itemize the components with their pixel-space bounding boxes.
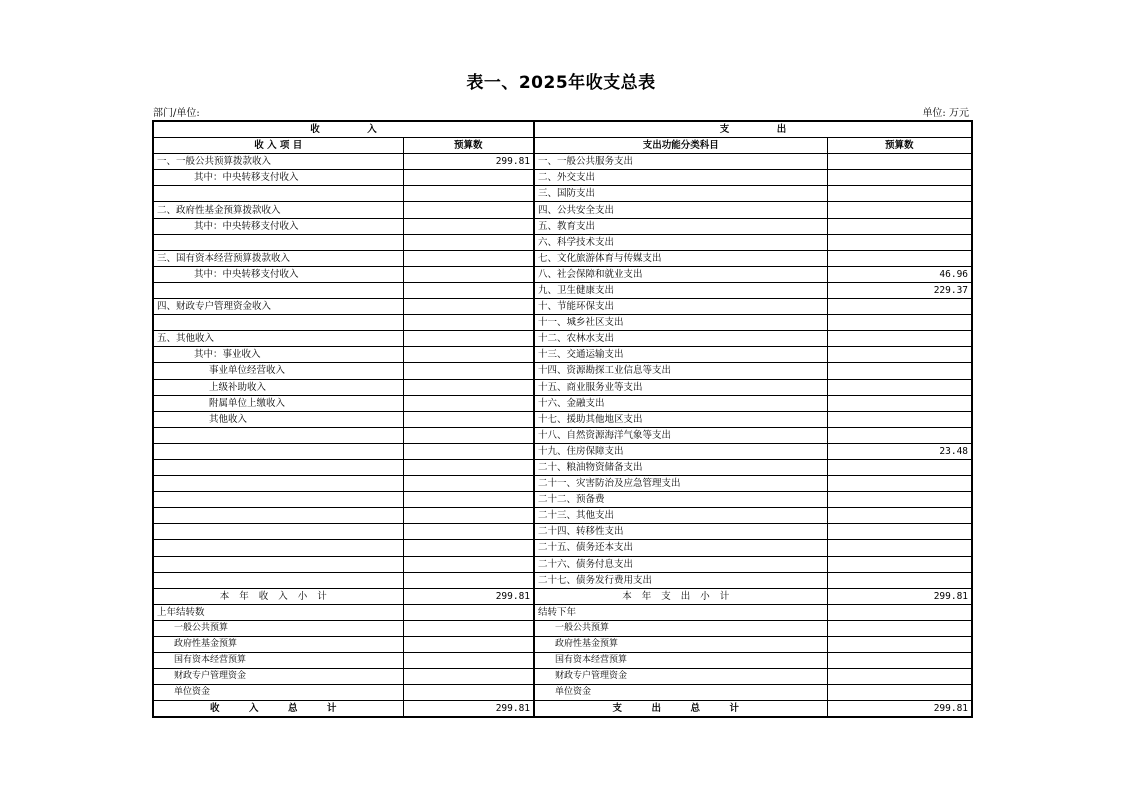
expense-item-cell: 二十、粮油物资储备支出 — [534, 459, 827, 475]
expense-item-cell: 二、外交支出 — [534, 170, 827, 186]
expense-budget-cell — [827, 427, 972, 443]
expense-item-cell: 一般公共预算 — [534, 620, 827, 636]
income-item-cell: 财政专户管理资金 — [153, 669, 403, 685]
expense-item-cell: 十三、交通运输支出 — [534, 347, 827, 363]
income-item-cell: 四、财政专户管理资金收入 — [153, 299, 403, 315]
table-row — [153, 508, 972, 524]
expense-item-cell: 单位资金 — [534, 685, 827, 701]
income-item-cell — [153, 572, 403, 588]
expense-budget-cell — [827, 604, 972, 620]
table-row — [153, 620, 972, 636]
income-budget-cell — [403, 331, 534, 347]
expense-item-cell: 五、教育支出 — [534, 218, 827, 234]
expense-item-cell: 二十五、债务还本支出 — [534, 540, 827, 556]
table-row — [153, 637, 972, 653]
expense-budget-cell: 23.48 — [827, 443, 972, 459]
table-row — [153, 685, 972, 701]
expense-item-cell: 七、文化旅游体育与传媒支出 — [534, 250, 827, 266]
expense-budget-cell — [827, 379, 972, 395]
table-row — [153, 170, 972, 186]
income-budget-cell — [403, 556, 534, 572]
income-budget-cell — [403, 459, 534, 475]
expense-item-cell: 六、科学技术支出 — [534, 234, 827, 250]
expense-item-header: 支出功能分类科目 — [534, 138, 827, 154]
expense-budget-cell — [827, 556, 972, 572]
expense-item-cell: 支 出 总 计 — [534, 701, 827, 718]
expense-budget-cell — [827, 299, 972, 315]
income-item-cell: 其中：中央转移支付收入 — [153, 170, 403, 186]
income-budget-cell — [403, 315, 534, 331]
income-item-cell: 其中：中央转移支付收入 — [153, 218, 403, 234]
income-budget-cell — [403, 669, 534, 685]
expense-item-cell: 九、卫生健康支出 — [534, 282, 827, 298]
income-item-cell — [153, 492, 403, 508]
expense-item-cell: 二十一、灾害防治及应急管理支出 — [534, 476, 827, 492]
income-item-cell — [153, 476, 403, 492]
expense-budget-cell — [827, 363, 972, 379]
income-budget-cell — [403, 234, 534, 250]
income-item-cell: 五、其他收入 — [153, 331, 403, 347]
income-budget-cell — [403, 620, 534, 636]
income-item-cell — [153, 427, 403, 443]
income-budget-cell — [403, 443, 534, 459]
table-row — [153, 701, 972, 718]
income-item-cell: 一般公共预算 — [153, 620, 403, 636]
expense-item-cell: 十七、援助其他地区支出 — [534, 411, 827, 427]
expense-budget-cell — [827, 572, 972, 588]
income-budget-cell — [403, 685, 534, 701]
table-row — [153, 459, 972, 475]
income-budget-header: 预算数 — [403, 138, 534, 154]
income-budget-cell: 299.81 — [403, 588, 534, 604]
income-item-cell: 二、政府性基金预算拨款收入 — [153, 202, 403, 218]
income-item-cell: 其中：事业收入 — [153, 347, 403, 363]
income-item-header: 收 入 项 目 — [153, 138, 403, 154]
expense-budget-cell — [827, 540, 972, 556]
expense-budget-cell — [827, 685, 972, 701]
income-budget-cell — [403, 427, 534, 443]
income-item-cell: 上级补助收入 — [153, 379, 403, 395]
expense-budget-cell — [827, 315, 972, 331]
expense-item-cell: 十、节能环保支出 — [534, 299, 827, 315]
expense-item-cell: 二十二、预备费 — [534, 492, 827, 508]
table-row — [153, 379, 972, 395]
table-row — [153, 443, 972, 459]
expense-budget-cell — [827, 459, 972, 475]
income-item-cell — [153, 540, 403, 556]
table-row — [153, 250, 972, 266]
income-item-cell — [153, 186, 403, 202]
expense-item-cell: 结转下年 — [534, 604, 827, 620]
table-row — [153, 218, 972, 234]
income-item-cell: 事业单位经营收入 — [153, 363, 403, 379]
income-budget-cell — [403, 282, 534, 298]
income-item-cell — [153, 556, 403, 572]
expense-item-cell: 一、一般公共服务支出 — [534, 154, 827, 170]
income-budget-cell — [403, 266, 534, 282]
expense-item-cell: 十二、农林水支出 — [534, 331, 827, 347]
expense-header: 支 出 — [534, 121, 972, 138]
income-budget-cell — [403, 202, 534, 218]
income-budget-cell — [403, 363, 534, 379]
expense-budget-cell — [827, 411, 972, 427]
table-row — [153, 363, 972, 379]
income-budget-cell — [403, 492, 534, 508]
expense-item-cell: 十九、住房保障支出 — [534, 443, 827, 459]
income-budget-cell — [403, 637, 534, 653]
table-row — [153, 202, 972, 218]
income-item-cell — [153, 234, 403, 250]
table-row — [153, 604, 972, 620]
income-budget-cell — [403, 250, 534, 266]
expense-item-cell: 三、国防支出 — [534, 186, 827, 202]
expense-budget-cell — [827, 653, 972, 669]
income-budget-cell: 299.81 — [403, 154, 534, 170]
income-item-cell: 上年结转数 — [153, 604, 403, 620]
expense-budget-cell — [827, 492, 972, 508]
expense-budget-cell — [827, 508, 972, 524]
table-row — [153, 299, 972, 315]
expense-item-cell: 八、社会保障和就业支出 — [534, 266, 827, 282]
income-budget-cell — [403, 524, 534, 540]
income-item-cell: 附属单位上缴收入 — [153, 395, 403, 411]
unit-label: 单位: 万元 — [922, 108, 969, 119]
income-budget-cell: 299.81 — [403, 701, 534, 718]
table-row — [153, 395, 972, 411]
table-row — [153, 186, 972, 202]
budget-summary-table — [152, 120, 973, 718]
expense-budget-cell: 229.37 — [827, 282, 972, 298]
expense-budget-cell — [827, 218, 972, 234]
income-budget-cell — [403, 572, 534, 588]
expense-item-cell: 二十四、转移性支出 — [534, 524, 827, 540]
expense-item-cell: 十六、金融支出 — [534, 395, 827, 411]
income-item-cell: 政府性基金预算 — [153, 637, 403, 653]
income-item-cell: 其中：中央转移支付收入 — [153, 266, 403, 282]
table-row — [153, 669, 972, 685]
expense-item-cell: 二十三、其他支出 — [534, 508, 827, 524]
income-budget-cell — [403, 411, 534, 427]
income-budget-cell — [403, 186, 534, 202]
expense-item-cell: 二十七、债务发行费用支出 — [534, 572, 827, 588]
expense-budget-cell — [827, 637, 972, 653]
table-row — [153, 556, 972, 572]
income-item-cell: 其他收入 — [153, 411, 403, 427]
expense-budget-cell — [827, 331, 972, 347]
expense-item-cell: 政府性基金预算 — [534, 637, 827, 653]
expense-item-cell: 国有资本经营预算 — [534, 653, 827, 669]
income-item-cell: 三、国有资本经营预算拨款收入 — [153, 250, 403, 266]
table-row — [153, 154, 972, 170]
income-item-cell: 本年收入小计 — [153, 588, 403, 604]
income-budget-cell — [403, 379, 534, 395]
income-item-cell — [153, 459, 403, 475]
table-row — [153, 411, 972, 427]
income-budget-cell — [403, 347, 534, 363]
table-row — [153, 266, 972, 282]
expense-item-cell: 四、公共安全支出 — [534, 202, 827, 218]
table-row — [153, 653, 972, 669]
expense-budget-cell — [827, 202, 972, 218]
table-header-row-1 — [153, 121, 972, 138]
table-row — [153, 331, 972, 347]
table-row — [153, 588, 972, 604]
expense-budget-header: 预算数 — [827, 138, 972, 154]
page-title: 表一、2025年收支总表 — [466, 73, 656, 93]
income-budget-cell — [403, 299, 534, 315]
expense-budget-cell: 46.96 — [827, 266, 972, 282]
expense-budget-cell: 299.81 — [827, 701, 972, 718]
income-budget-cell — [403, 540, 534, 556]
income-item-cell — [153, 315, 403, 331]
expense-budget-cell — [827, 669, 972, 685]
expense-budget-cell — [827, 476, 972, 492]
income-budget-cell — [403, 476, 534, 492]
table-row — [153, 572, 972, 588]
expense-item-cell: 财政专户管理资金 — [534, 669, 827, 685]
expense-budget-cell — [827, 347, 972, 363]
expense-budget-cell — [827, 234, 972, 250]
expense-budget-cell — [827, 524, 972, 540]
expense-budget-cell: 299.81 — [827, 588, 972, 604]
income-budget-cell — [403, 508, 534, 524]
expense-budget-cell — [827, 154, 972, 170]
table-row — [153, 282, 972, 298]
income-item-cell: 国有资本经营预算 — [153, 653, 403, 669]
income-item-cell: 一、一般公共预算拨款收入 — [153, 154, 403, 170]
income-item-cell — [153, 282, 403, 298]
income-item-cell: 收 入 总 计 — [153, 701, 403, 718]
table-row — [153, 427, 972, 443]
income-item-cell — [153, 443, 403, 459]
income-header: 收 入 — [153, 121, 534, 138]
income-item-cell — [153, 508, 403, 524]
income-budget-cell — [403, 604, 534, 620]
income-item-cell: 单位资金 — [153, 685, 403, 701]
table-row — [153, 315, 972, 331]
expense-budget-cell — [827, 620, 972, 636]
expense-item-cell: 二十六、债务付息支出 — [534, 556, 827, 572]
expense-item-cell: 本年支出小计 — [534, 588, 827, 604]
department-label: 部门/单位: — [153, 108, 200, 119]
expense-budget-cell — [827, 170, 972, 186]
expense-item-cell: 十四、资源勘探工业信息等支出 — [534, 363, 827, 379]
expense-budget-cell — [827, 250, 972, 266]
income-budget-cell — [403, 653, 534, 669]
table-row — [153, 524, 972, 540]
income-budget-cell — [403, 170, 534, 186]
table-row — [153, 347, 972, 363]
expense-item-cell: 十八、自然资源海洋气象等支出 — [534, 427, 827, 443]
expense-item-cell: 十五、商业服务业等支出 — [534, 379, 827, 395]
table-row — [153, 234, 972, 250]
income-item-cell — [153, 524, 403, 540]
expense-item-cell: 十一、城乡社区支出 — [534, 315, 827, 331]
expense-budget-cell — [827, 186, 972, 202]
table-header-row-2 — [153, 138, 972, 154]
expense-budget-cell — [827, 395, 972, 411]
income-budget-cell — [403, 218, 534, 234]
income-budget-cell — [403, 395, 534, 411]
table-row — [153, 476, 972, 492]
table-row — [153, 492, 972, 508]
table-row — [153, 540, 972, 556]
